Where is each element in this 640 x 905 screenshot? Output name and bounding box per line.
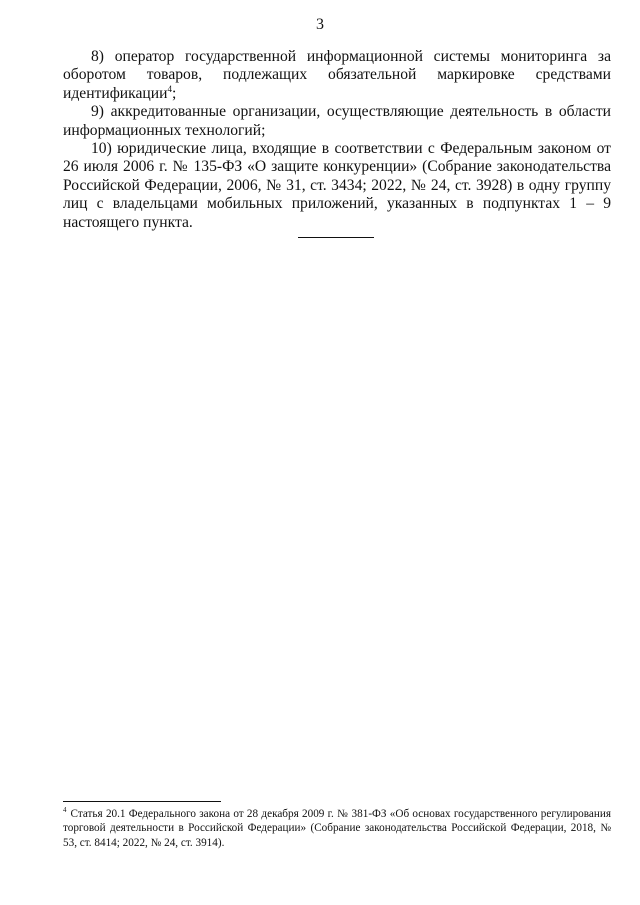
section-end-rule [298, 237, 374, 238]
list-item-8 [63, 48, 611, 103]
list-item-8-end: ; [171, 84, 177, 102]
footnote-separator [63, 801, 221, 802]
list-item-9: 9) аккредитованные организации, осуществляющие деятельность в области информационных технологий; [63, 103, 611, 139]
list-item-10: 10) юридические лица, входящие в соответствии с Федеральным законом от 26 июля 2006 г. № 135-ФЗ «О защите конкуренции» (Собрание законодательства Российской Федерации, 2006, № 31, ст. 3434; 2022, № 24, ст. 3928) в одну группу лиц с владельцами мобильных приложений, указанных в подпунктах 1 – 9 настоящего пункта. [63, 140, 611, 231]
list-item-8-text: 8) оператор государственной информационной системы мониторинга за оборотом товаров, подлежащих обязательной маркировке средствами идентификации [63, 48, 611, 102]
page-number: 3 [316, 16, 324, 33]
footnote-text: Статья 20.1 Федерального закона от 28 декабря 2009 г. № 381-ФЗ «Об основах государственного регулирования торговой деятельности в Российской Федерации» (Собрание законодательства Российской Федерации, 2018, № 53, ст. 8414; 2022, № 24, ст. 3914). [63, 808, 611, 849]
footnote-reference: 4 [167, 83, 172, 94]
document-body [63, 48, 611, 232]
footnote-marker: 4 [63, 806, 67, 815]
footnote [63, 807, 611, 850]
